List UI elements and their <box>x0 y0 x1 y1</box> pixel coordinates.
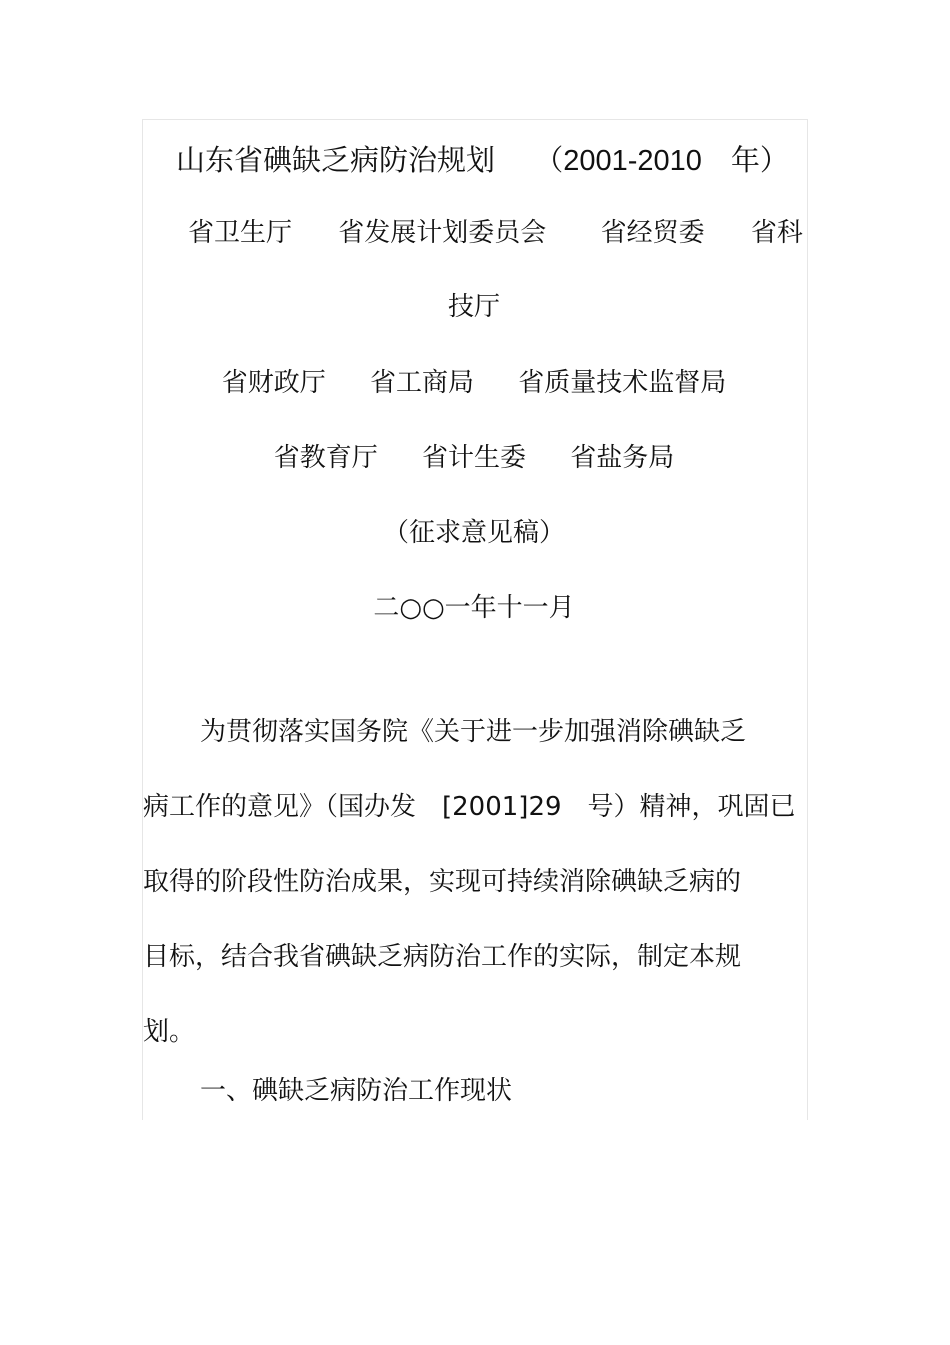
issuers-line-1-continued: 技厅 <box>447 292 500 322</box>
issuer: 省质量技术监督局 <box>518 368 727 398</box>
issuers-line-2 <box>142 366 806 400</box>
title-year: （2001-2010 年） <box>534 145 789 177</box>
intro-paragraph-line: 为贯彻落实国务院《关于进一步加强消除碘缺乏 <box>200 717 747 747</box>
issuer: 省财政厅 <box>221 368 326 398</box>
issuer: 省经贸委 <box>600 218 705 248</box>
issuer: 省计生委 <box>421 443 526 473</box>
issuers-line-1 <box>188 216 803 250</box>
intro-paragraph-line: 取得的阶段性防治成果，实现可持续消除碘缺乏病的 <box>143 867 742 897</box>
issuer: 省发展计划委员会 <box>338 218 547 248</box>
issuer: 省教育厅 <box>273 443 378 473</box>
issuers-line-3 <box>142 441 806 475</box>
issuer: 省工商局 <box>369 368 474 398</box>
issuer: 省科 <box>750 218 803 248</box>
draft-note: （征求意见稿） <box>382 518 565 548</box>
intro-paragraph-line: 病工作的意见》（国办发 [2001]29 号）精神，巩固已 <box>143 792 796 822</box>
section-heading: 一、碘缺乏病防治工作现状 <box>200 1076 513 1106</box>
issuer: 省卫生厅 <box>188 218 293 248</box>
document-date: 二○○一年十一月 <box>373 593 575 623</box>
document-title <box>176 143 789 178</box>
intro-paragraph-line: 划。 <box>143 1017 196 1047</box>
title-text: 山东省碘缺乏病防治规划 <box>176 143 496 177</box>
issuer: 省盐务局 <box>570 443 675 473</box>
intro-paragraph-line: 目标，结合我省碘缺乏病防治工作的实际，制定本规 <box>143 942 742 972</box>
